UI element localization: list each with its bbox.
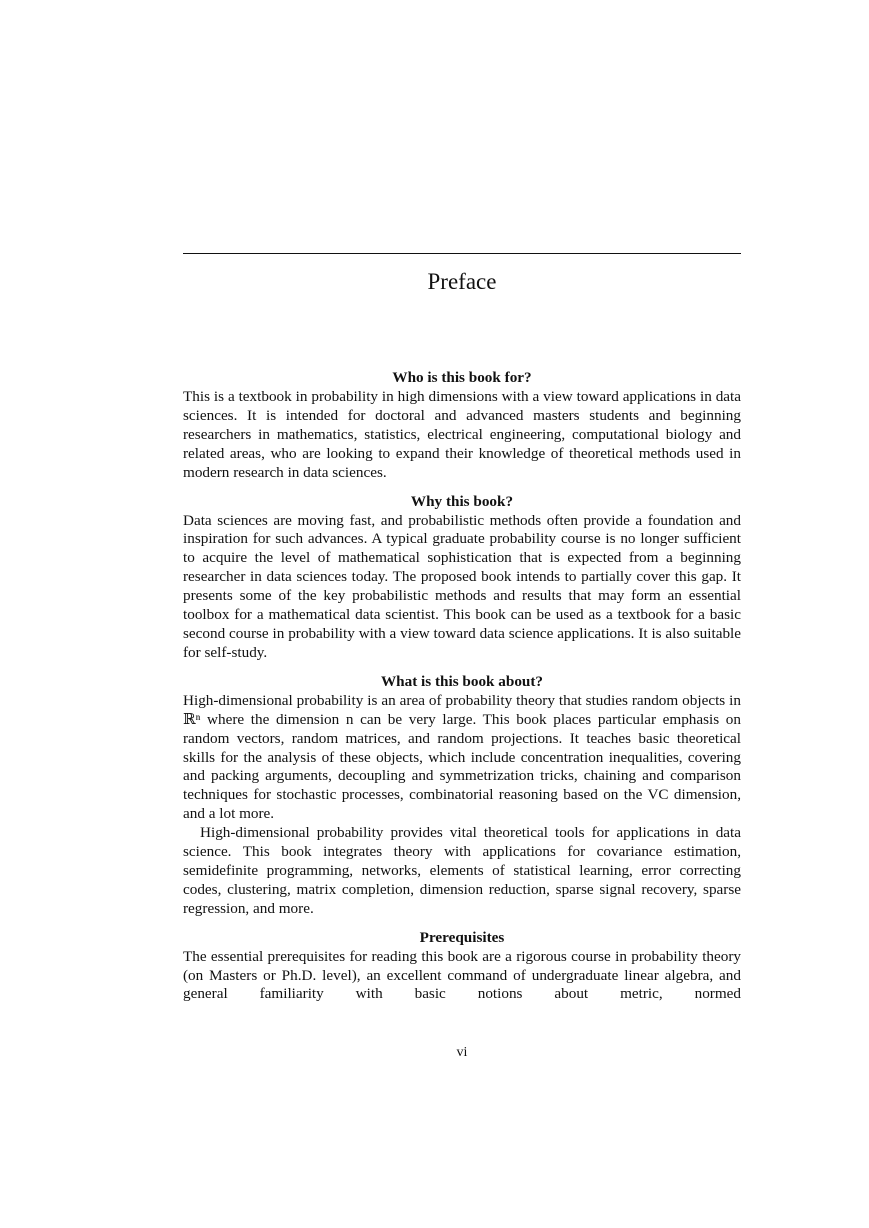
section-who [183, 367, 741, 483]
section-heading: Why this book? [410, 492, 514, 510]
section-why [183, 491, 741, 663]
section-heading: Prerequisites [419, 928, 505, 946]
paragraph: High-dimensional probability is an area of probability theory that studies random objects in ℝⁿ where the dimension n can be very large. This book places particular emphasis on random vectors, random matrices, and random projections. It teaches basic theoretical skills for the analysis of these objects, which include concentration inequalities, covering and packing arguments, decoupling and symmetrization tricks, chaining and comparison techniques for stochastic processes, combinatorial reasoning based on the VC dimension, and a lot more. [183, 691, 741, 823]
paragraph: The essential prerequisites for reading this book are a rigorous course in probability theory (on Masters or Ph.D. level), an excellent command of undergraduate linear algebra, and general familiarity with basic notions about metric, normed [183, 947, 741, 1003]
paragraph: Data sciences are moving fast, and probabilistic methods often provide a foundation and inspiration for such advances. A typical graduate probability course is no longer sufficient to acquire the level of mathematical sophistication that is expected from a beginning researcher in data sciences today. The proposed book intends to partially cover this gap. It presents some of the key probabilistic methods and results that may form an essential toolbox for a mathematical data scientist. This book can be used as a textbook for a basic second course in probability with a view toward data science applications. It is also suitable for self-study. [183, 511, 741, 661]
section-heading: Who is this book for? [392, 369, 532, 386]
chapter-title: Preface [427, 269, 497, 294]
preface-content [183, 367, 741, 1012]
section-prerequisites [183, 927, 741, 1005]
paragraph: High-dimensional probability provides vital theoretical tools for applications in data science. This book integrates theory with applications for covariance estimation, semidefinite programming, networks, elements of statistical learning, error correcting codes, clustering, matrix completion, dimension reduction, sparse signal recovery, sparse regression, and more. [183, 824, 741, 917]
header-rule [183, 253, 741, 254]
section-heading: What is this book about? [380, 672, 544, 690]
section-what [183, 671, 741, 919]
paragraph: This is a textbook in probability in high dimensions with a view toward applications in data sciences. It is intended for doctoral and advanced masters students and beginning researchers in mathematics, statistics, electrical engineering, computational biology and related areas, who are looking to expand their knowledge of theoretical methods used in modern research in data sciences. [183, 388, 741, 481]
page-number: vi [456, 1045, 468, 1060]
